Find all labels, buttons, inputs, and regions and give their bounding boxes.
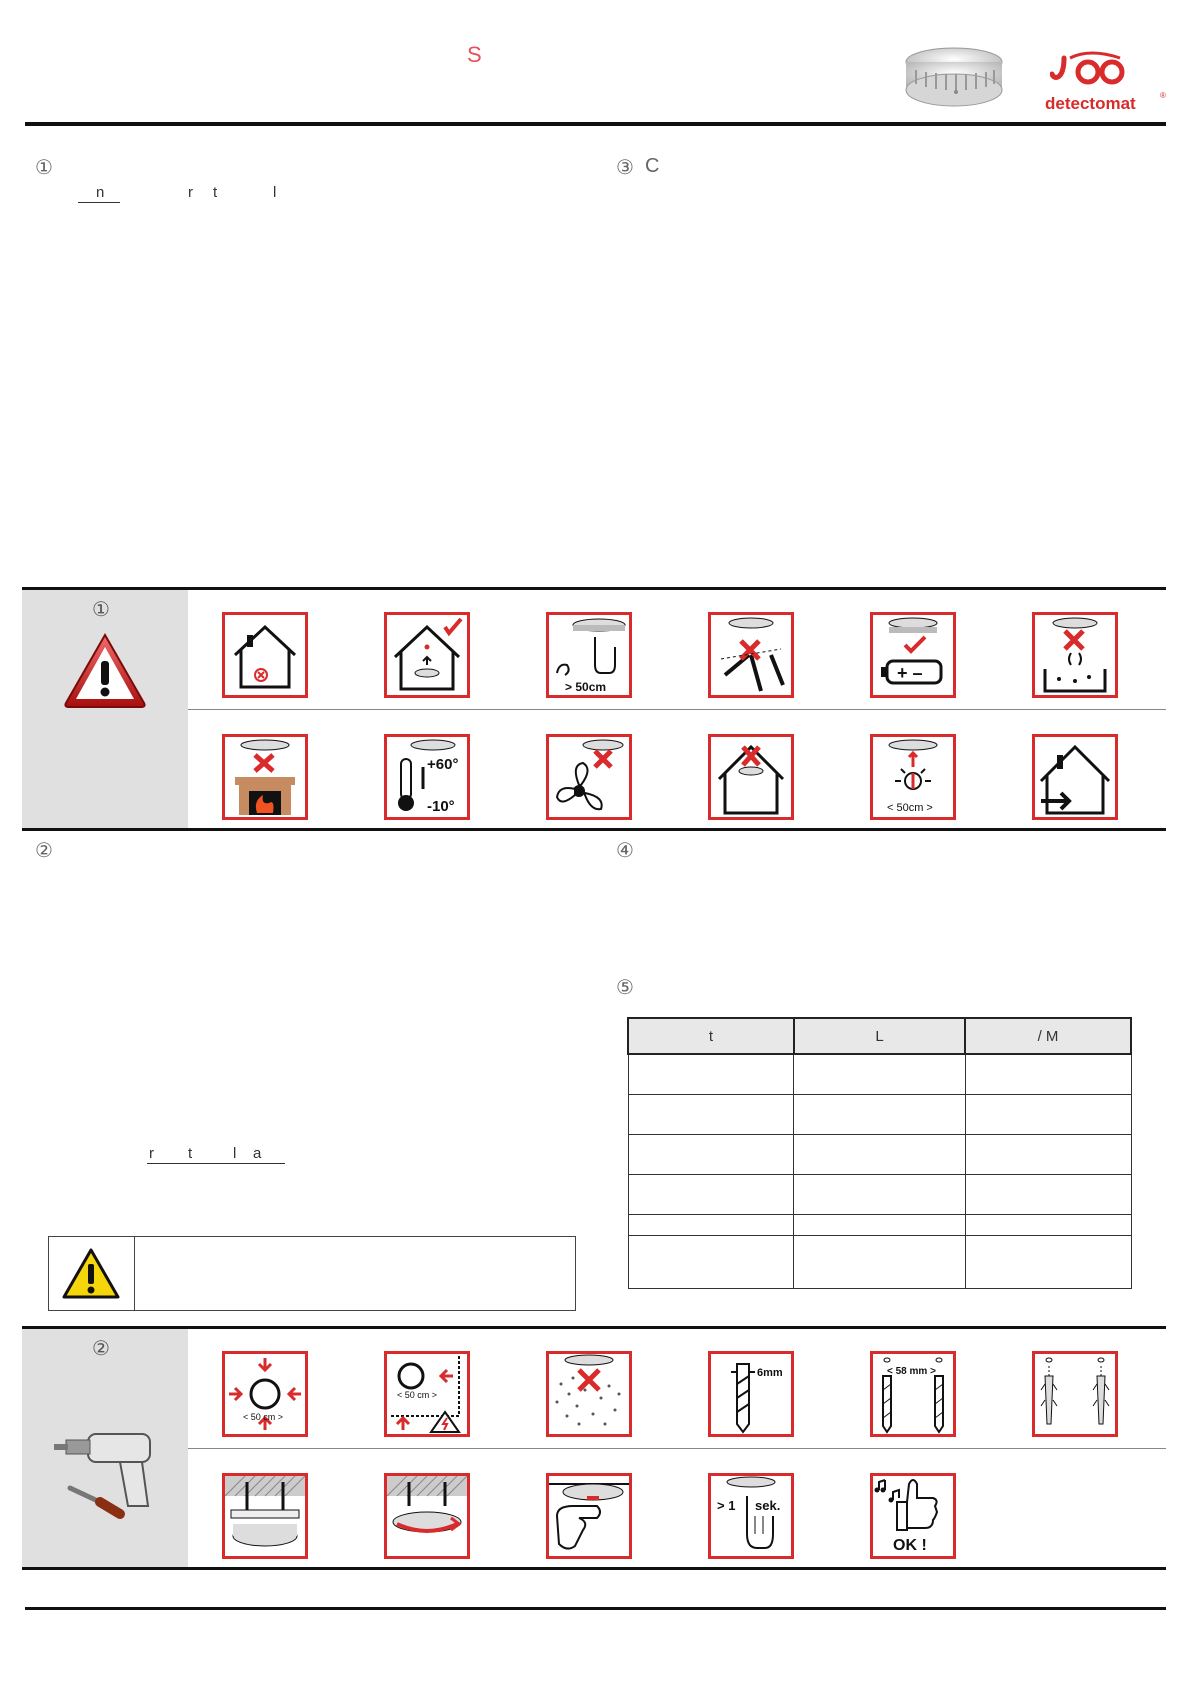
spec-header-2: L (794, 1018, 965, 1054)
table-row (628, 1054, 1131, 1095)
drill-6mm-icon (708, 1351, 794, 1437)
footer-rule (25, 1607, 1166, 1610)
section-5-number: ⑤ (616, 977, 634, 999)
section-3-letter: C (645, 155, 660, 177)
table-row (628, 1095, 1131, 1135)
svg-text:+ –: + – (897, 663, 923, 683)
header-fragment-s: S (467, 42, 482, 67)
table-row (628, 1236, 1131, 1289)
battery-check-icon (870, 612, 956, 698)
section-2-frag-a: r (149, 1145, 154, 1162)
thumbs-up-ok-icon (870, 1473, 956, 1559)
section-1-frag-c: t (213, 184, 218, 201)
table-row (628, 1175, 1131, 1215)
section-3-number: ③ (616, 157, 634, 179)
mount-base-icon (222, 1473, 308, 1559)
no-fan-icon (546, 734, 632, 820)
drill-screwdriver-icon (50, 1414, 170, 1524)
svg-text:< 50 cm >: < 50 cm > (397, 1390, 438, 1400)
temperature-range-icon (384, 734, 470, 820)
rotate-detector-icon (384, 1473, 470, 1559)
lamp-distance-icon (870, 734, 956, 820)
warning-pictogram-band (22, 587, 1166, 831)
no-steam-icon (1032, 612, 1118, 698)
band-2-number: ② (92, 1338, 110, 1360)
section-1-frag-a: n (96, 184, 105, 201)
svg-text:sek.: sek. (755, 1498, 781, 1513)
registered-mark: ® (1160, 91, 1166, 100)
svg-text:< 50 cm >: < 50 cm > (243, 1412, 284, 1422)
section-1-frag-b: r (188, 184, 193, 201)
drill-spacing-icon (870, 1351, 956, 1437)
section-4-number: ④ (616, 840, 634, 862)
band-1-number: ① (92, 599, 110, 621)
section-2-frag-b: t (188, 1145, 193, 1162)
spec-header-1: t (628, 1018, 794, 1054)
svg-text:+60°: +60° (427, 756, 459, 773)
house-ceiling-detector-check-icon (384, 612, 470, 698)
no-fireplace-icon (222, 734, 308, 820)
svg-text:> 1: > 1 (717, 1498, 736, 1513)
house-fireplace-icon (222, 612, 308, 698)
section-2-frag-d: a (253, 1145, 262, 1162)
svg-text:6mm: 6mm (757, 1367, 783, 1379)
house-escape-route-icon (1032, 734, 1118, 820)
wall-corner-distance-icon (384, 1351, 470, 1437)
brand-name: detectomat (1045, 94, 1136, 113)
warning-note-box (48, 1236, 576, 1311)
warning-triangle-icon (62, 631, 148, 711)
header-rule (25, 122, 1166, 126)
ceiling-center-icon (222, 1351, 308, 1437)
section-1-number: ① (35, 157, 53, 179)
spec-header-3: / M (965, 1018, 1131, 1054)
table-row (628, 1135, 1131, 1175)
no-dust-icon (546, 1351, 632, 1437)
table-row (628, 1215, 1131, 1236)
yellow-warning-icon (61, 1247, 121, 1301)
spec-table (627, 1017, 1132, 1289)
svg-text:OK !: OK ! (893, 1537, 927, 1554)
svg-text:< 50cm >: < 50cm > (887, 802, 933, 814)
wall-plugs-icon (1032, 1351, 1118, 1437)
joo-logo (1050, 50, 1130, 90)
press-detector-icon (546, 1473, 632, 1559)
svg-text:-10°: -10° (427, 798, 455, 815)
section-2-number: ② (35, 840, 53, 862)
press-test-button-50cm-icon (546, 612, 632, 698)
svg-text:< 58 mm >: < 58 mm > (887, 1366, 936, 1377)
press-1-sec-icon (708, 1473, 794, 1559)
section-1-frag-d: l (273, 184, 277, 201)
installation-pictogram-band (22, 1326, 1166, 1570)
no-roof-peak-icon (708, 734, 794, 820)
pict-label: > 50cm (565, 680, 607, 694)
section-2-frag-c: l (233, 1145, 237, 1162)
no-painting-icon (708, 612, 794, 698)
section-2-underline (147, 1145, 285, 1164)
smoke-detector-photo (900, 40, 1008, 116)
